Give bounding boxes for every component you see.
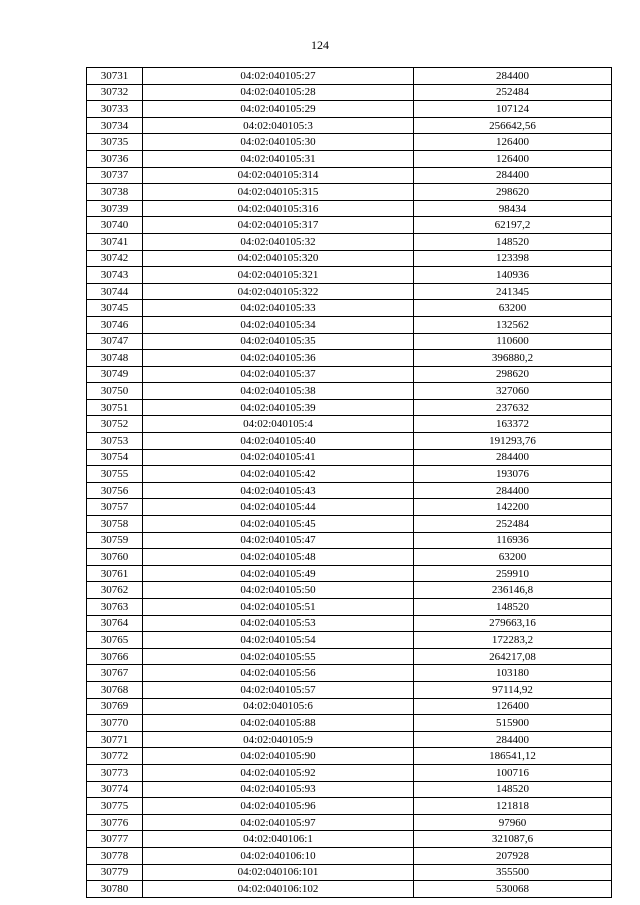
table-row: [87, 283, 612, 300]
row-number-cell: 30765: [87, 632, 143, 649]
row-number-cell: 30731: [87, 68, 143, 85]
cadastral-number-cell: 04:02:040105:320: [143, 250, 414, 267]
table-row: [87, 433, 612, 450]
cadastral-number-cell: 04:02:040105:35: [143, 333, 414, 350]
cadastral-number-cell: 04:02:040105:322: [143, 283, 414, 300]
cadastral-value-cell: 252484: [414, 84, 612, 101]
row-number-cell: 30737: [87, 167, 143, 184]
cadastral-value-cell: 148520: [414, 233, 612, 250]
cadastral-number-cell: 04:02:040105:97: [143, 814, 414, 831]
table-row: [87, 814, 612, 831]
cadastral-value-cell: 132562: [414, 316, 612, 333]
cadastral-value-cell: 63200: [414, 549, 612, 566]
row-number-cell: 30759: [87, 532, 143, 549]
cadastral-number-cell: 04:02:040105:93: [143, 781, 414, 798]
cadastral-number-cell: 04:02:040105:37: [143, 366, 414, 383]
cadastral-number-cell: 04:02:040105:33: [143, 300, 414, 317]
row-number-cell: 30771: [87, 731, 143, 748]
cadastral-number-cell: 04:02:040105:88: [143, 715, 414, 732]
row-number-cell: 30754: [87, 449, 143, 466]
cadastral-value-cell: 62197,2: [414, 217, 612, 234]
cadastral-value-cell: 172283,2: [414, 632, 612, 649]
table-row: [87, 482, 612, 499]
cadastral-value-cell: 236146,8: [414, 582, 612, 599]
table-row: [87, 200, 612, 217]
table-row: [87, 416, 612, 433]
row-number-cell: 30740: [87, 217, 143, 234]
table-row: [87, 764, 612, 781]
row-number-cell: 30760: [87, 549, 143, 566]
row-number-cell: 30750: [87, 383, 143, 400]
row-number-cell: 30734: [87, 117, 143, 134]
row-number-cell: 30756: [87, 482, 143, 499]
row-number-cell: 30738: [87, 184, 143, 201]
table-row: [87, 731, 612, 748]
cadastral-number-cell: 04:02:040105:48: [143, 549, 414, 566]
row-number-cell: 30778: [87, 847, 143, 864]
table-row: [87, 632, 612, 649]
row-number-cell: 30746: [87, 316, 143, 333]
cadastral-value-cell: 259910: [414, 565, 612, 582]
cadastral-value-cell: 123398: [414, 250, 612, 267]
row-number-cell: 30775: [87, 798, 143, 815]
cadastral-value-cell: 284400: [414, 731, 612, 748]
table-row: [87, 466, 612, 483]
cadastral-number-cell: 04:02:040105:36: [143, 350, 414, 367]
row-number-cell: 30769: [87, 698, 143, 715]
cadastral-value-cell: 396880,2: [414, 350, 612, 367]
row-number-cell: 30757: [87, 499, 143, 516]
cadastral-number-cell: 04:02:040105:42: [143, 466, 414, 483]
cadastral-number-cell: 04:02:040105:57: [143, 681, 414, 698]
cadastral-number-cell: 04:02:040105:316: [143, 200, 414, 217]
table-row: [87, 333, 612, 350]
table-row: [87, 798, 612, 815]
cadastral-value-cell: 116936: [414, 532, 612, 549]
row-number-cell: 30753: [87, 433, 143, 450]
row-number-cell: 30748: [87, 350, 143, 367]
cadastral-value-cell: 98434: [414, 200, 612, 217]
table-row: [87, 366, 612, 383]
row-number-cell: 30776: [87, 814, 143, 831]
cadastral-value-cell: 256642,56: [414, 117, 612, 134]
table-row: [87, 233, 612, 250]
cadastral-number-cell: 04:02:040105:40: [143, 433, 414, 450]
row-number-cell: 30777: [87, 831, 143, 848]
row-number-cell: 30766: [87, 648, 143, 665]
cadastral-value-cell: 279663,16: [414, 615, 612, 632]
cadastral-value-cell: 284400: [414, 449, 612, 466]
cadastral-value-cell: 121818: [414, 798, 612, 815]
row-number-cell: 30761: [87, 565, 143, 582]
cadastral-value-cell: 163372: [414, 416, 612, 433]
table-row: [87, 250, 612, 267]
cadastral-number-cell: 04:02:040105:41: [143, 449, 414, 466]
row-number-cell: 30747: [87, 333, 143, 350]
table-row: [87, 599, 612, 616]
row-number-cell: 30772: [87, 748, 143, 765]
table-row: [87, 84, 612, 101]
cadastral-number-cell: 04:02:040105:56: [143, 665, 414, 682]
row-number-cell: 30745: [87, 300, 143, 317]
row-number-cell: 30762: [87, 582, 143, 599]
cadastral-value-table: [86, 67, 612, 898]
table-row: [87, 68, 612, 85]
table-row: [87, 134, 612, 151]
row-number-cell: 30739: [87, 200, 143, 217]
cadastral-value-cell: 126400: [414, 698, 612, 715]
table-body: [87, 68, 612, 898]
cadastral-number-cell: 04:02:040106:102: [143, 881, 414, 898]
table-row: [87, 399, 612, 416]
cadastral-number-cell: 04:02:040105:38: [143, 383, 414, 400]
row-number-cell: 30733: [87, 101, 143, 118]
cadastral-number-cell: 04:02:040106:1: [143, 831, 414, 848]
row-number-cell: 30758: [87, 516, 143, 533]
row-number-cell: 30780: [87, 881, 143, 898]
cadastral-number-cell: 04:02:040105:31: [143, 150, 414, 167]
cadastral-value-cell: 284400: [414, 482, 612, 499]
cadastral-value-cell: 63200: [414, 300, 612, 317]
cadastral-value-cell: 193076: [414, 466, 612, 483]
cadastral-number-cell: 04:02:040105:54: [143, 632, 414, 649]
cadastral-number-cell: 04:02:040105:90: [143, 748, 414, 765]
table-row: [87, 217, 612, 234]
cadastral-number-cell: 04:02:040105:45: [143, 516, 414, 533]
table-row: [87, 864, 612, 881]
table-row: [87, 532, 612, 549]
cadastral-value-cell: 284400: [414, 68, 612, 85]
cadastral-value-cell: 237632: [414, 399, 612, 416]
table-row: [87, 615, 612, 632]
table-row: [87, 383, 612, 400]
cadastral-number-cell: 04:02:040106:10: [143, 847, 414, 864]
row-number-cell: 30744: [87, 283, 143, 300]
cadastral-value-cell: 140936: [414, 267, 612, 284]
row-number-cell: 30764: [87, 615, 143, 632]
table-row: [87, 449, 612, 466]
cadastral-number-cell: 04:02:040105:55: [143, 648, 414, 665]
row-number-cell: 30763: [87, 599, 143, 616]
cadastral-number-cell: 04:02:040105:53: [143, 615, 414, 632]
cadastral-value-cell: 530068: [414, 881, 612, 898]
table-row: [87, 847, 612, 864]
cadastral-number-cell: 04:02:040105:317: [143, 217, 414, 234]
row-number-cell: 30755: [87, 466, 143, 483]
cadastral-value-cell: 241345: [414, 283, 612, 300]
cadastral-number-cell: 04:02:040105:43: [143, 482, 414, 499]
cadastral-value-cell: 284400: [414, 167, 612, 184]
table-row: [87, 582, 612, 599]
table-row: [87, 698, 612, 715]
cadastral-number-cell: 04:02:040105:315: [143, 184, 414, 201]
table-row: [87, 184, 612, 201]
table-row: [87, 300, 612, 317]
cadastral-number-cell: 04:02:040105:30: [143, 134, 414, 151]
cadastral-number-cell: 04:02:040105:27: [143, 68, 414, 85]
cadastral-value-cell: 298620: [414, 184, 612, 201]
cadastral-number-cell: 04:02:040105:6: [143, 698, 414, 715]
cadastral-number-cell: 04:02:040105:28: [143, 84, 414, 101]
cadastral-value-cell: 515900: [414, 715, 612, 732]
row-number-cell: 30752: [87, 416, 143, 433]
cadastral-number-cell: 04:02:040105:32: [143, 233, 414, 250]
table-row: [87, 648, 612, 665]
cadastral-value-cell: 298620: [414, 366, 612, 383]
cadastral-number-cell: 04:02:040105:51: [143, 599, 414, 616]
cadastral-number-cell: 04:02:040105:49: [143, 565, 414, 582]
cadastral-number-cell: 04:02:040105:34: [143, 316, 414, 333]
cadastral-value-cell: 97960: [414, 814, 612, 831]
row-number-cell: 30732: [87, 84, 143, 101]
cadastral-value-cell: 252484: [414, 516, 612, 533]
row-number-cell: 30774: [87, 781, 143, 798]
table-row: [87, 350, 612, 367]
table-row: [87, 549, 612, 566]
row-number-cell: 30751: [87, 399, 143, 416]
cadastral-number-cell: 04:02:040105:44: [143, 499, 414, 516]
cadastral-value-cell: 327060: [414, 383, 612, 400]
cadastral-number-cell: 04:02:040105:321: [143, 267, 414, 284]
cadastral-value-cell: 107124: [414, 101, 612, 118]
table-row: [87, 681, 612, 698]
cadastral-value-cell: 355500: [414, 864, 612, 881]
cadastral-number-cell: 04:02:040105:47: [143, 532, 414, 549]
row-number-cell: 30767: [87, 665, 143, 682]
table-row: [87, 499, 612, 516]
page-number: 124: [311, 38, 329, 52]
cadastral-value-cell: 126400: [414, 150, 612, 167]
cadastral-value-cell: 148520: [414, 781, 612, 798]
cadastral-number-cell: 04:02:040105:314: [143, 167, 414, 184]
cadastral-number-cell: 04:02:040105:3: [143, 117, 414, 134]
row-number-cell: 30773: [87, 764, 143, 781]
cadastral-number-cell: 04:02:040105:96: [143, 798, 414, 815]
cadastral-value-cell: 126400: [414, 134, 612, 151]
row-number-cell: 30741: [87, 233, 143, 250]
cadastral-value-cell: 142200: [414, 499, 612, 516]
row-number-cell: 30742: [87, 250, 143, 267]
row-number-cell: 30735: [87, 134, 143, 151]
table-row: [87, 831, 612, 848]
cadastral-number-cell: 04:02:040105:50: [143, 582, 414, 599]
table-row: [87, 117, 612, 134]
cadastral-value-cell: 207928: [414, 847, 612, 864]
row-number-cell: 30743: [87, 267, 143, 284]
table-row: [87, 715, 612, 732]
cadastral-number-cell: 04:02:040106:101: [143, 864, 414, 881]
table-row: [87, 565, 612, 582]
row-number-cell: 30768: [87, 681, 143, 698]
cadastral-value-cell: 321087,6: [414, 831, 612, 848]
cadastral-value-cell: 264217,08: [414, 648, 612, 665]
table-row: [87, 665, 612, 682]
cadastral-value-cell: 148520: [414, 599, 612, 616]
cadastral-number-cell: 04:02:040105:92: [143, 764, 414, 781]
row-number-cell: 30736: [87, 150, 143, 167]
table-row: [87, 316, 612, 333]
table-row: [87, 167, 612, 184]
table-row: [87, 781, 612, 798]
cadastral-value-cell: 110600: [414, 333, 612, 350]
table-row: [87, 150, 612, 167]
cadastral-value-cell: 97114,92: [414, 681, 612, 698]
cadastral-number-cell: 04:02:040105:4: [143, 416, 414, 433]
table-row: [87, 881, 612, 898]
cadastral-value-cell: 186541,12: [414, 748, 612, 765]
cadastral-value-cell: 100716: [414, 764, 612, 781]
row-number-cell: 30779: [87, 864, 143, 881]
cadastral-number-cell: 04:02:040105:9: [143, 731, 414, 748]
cadastral-value-cell: 103180: [414, 665, 612, 682]
row-number-cell: 30770: [87, 715, 143, 732]
table-row: [87, 101, 612, 118]
cadastral-number-cell: 04:02:040105:39: [143, 399, 414, 416]
table-row: [87, 748, 612, 765]
row-number-cell: 30749: [87, 366, 143, 383]
cadastral-value-cell: 191293,76: [414, 433, 612, 450]
cadastral-number-cell: 04:02:040105:29: [143, 101, 414, 118]
table-row: [87, 516, 612, 533]
table-row: [87, 267, 612, 284]
